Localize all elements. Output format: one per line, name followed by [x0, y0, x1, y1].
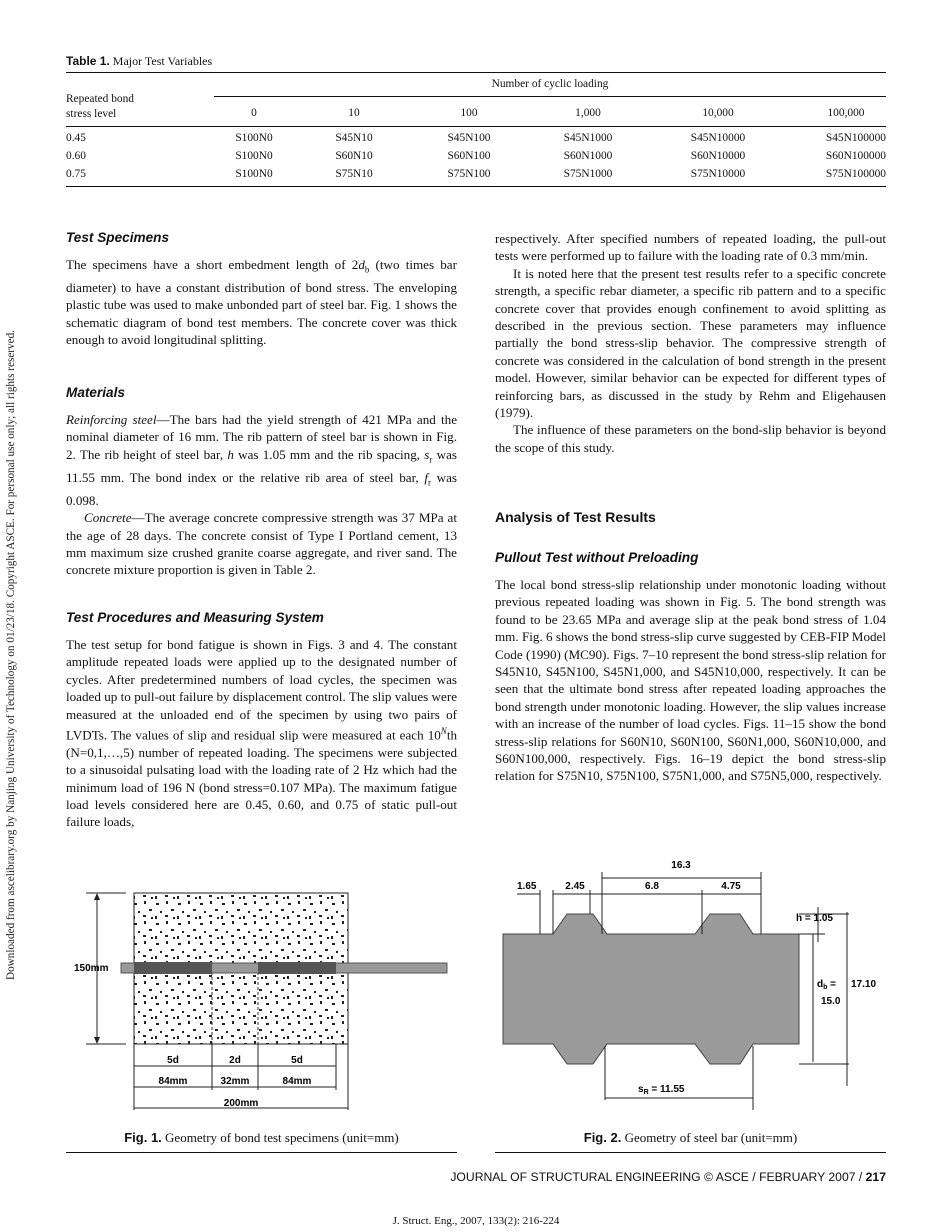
table-cell: S60N10000: [690, 150, 746, 162]
fig1-seg2-top: 2d: [229, 1055, 241, 1066]
specimens-text: The specimens have a short embedment length of $2d_b$ (two times bar diameter) to have a constant distribution of bond stress. The enveloping plastic tube was used to make unbonded part of steel bar. Fig. 1 shows the schematic diagram of bond test members. The concrete cover was thick enough to avoid longitudinal splitting.: [66, 257, 457, 348]
noted-text: It is noted here that the present test results refer to a specific concrete strength, a specific rebar diameter, a specific rib pattern and to a specific concrete cover that provides enough confinement to avoid splitting as described in the previous section. These parameters may influence partially the bond stress-slip behavior. The compressive strength of concrete was considered in the calculation of bond strength in the present model. However, similar behavior can be expected for different types of reinforcing bars, as discussed in the study by Rehm and Eligehausen (1979).: [495, 265, 886, 421]
table-column-header: 100,000: [827, 107, 865, 119]
heading-pullout: Pullout Test without Preloading: [495, 550, 699, 565]
table-cell: S45N100: [447, 132, 491, 144]
table-cell: S60N100: [447, 150, 491, 162]
table-cell: 0.60: [66, 150, 86, 162]
concrete-label: Concrete: [84, 510, 132, 526]
plastic-tube-right: [258, 962, 336, 974]
fig2-top-total: 16.3: [671, 860, 691, 871]
fig2-d2: 2.45: [565, 881, 585, 892]
fig1-caption-text: Geometry of bond test specimens (unit=mm): [165, 1130, 399, 1145]
fig1-seg1-top: 5d: [167, 1055, 179, 1066]
fig2-db-value: 15.0: [821, 996, 841, 1007]
procedures-text: The test setup for bond fatigue is shown in Figs. 3 and 4. The constant amplitude repeated loads were applied up to the designated number of cycles. After predetermined numbers of load cycles, the specimen was loaded up to pull-out failure by displacement control. The slip values were measured at the unloaded end of the specimen by using two pairs of LVDTs. The values of slip and residual slip were measured at each $10^Nth$ (N=0,1,…,5) number of repeated loading. The specimens were subjected to a sinusoidal pulsating load with the loading rate of 2 Hz which had the minimum load of 196 N (bond stress=0.107 MPa). The maximum fatigue load levels considered here are 0.45, 0.60, and 0.75 of static pull-out failure loads,: [66, 637, 457, 830]
fig1-height-label: 150mm: [74, 963, 109, 974]
fig2-h-label: h = 1.05: [796, 913, 833, 924]
table-caption: [66, 54, 212, 69]
table-title: Major Test Variables: [112, 54, 213, 68]
table-column-header: 10: [348, 107, 360, 119]
fig2-d4: 4.75: [721, 881, 741, 892]
figure-1-drawing: [66, 880, 457, 1120]
table-column-header: 1,000: [575, 107, 601, 119]
table-1: [66, 72, 886, 188]
fig2-d1: 1.65: [517, 881, 537, 892]
paragraph-pullout: [495, 576, 886, 785]
fig1-label: Fig. 1.: [124, 1130, 162, 1145]
table-cell: S45N100000: [825, 132, 886, 144]
table-cell: S45N1000: [563, 132, 613, 144]
table-cell: S75N100000: [825, 168, 886, 180]
figure-2-drawing: [495, 852, 886, 1122]
paragraph-specimens: [66, 256, 457, 349]
heading-test-specimens: Test Specimens: [66, 230, 170, 245]
pullout-text: The local bond stress-slip relationship under monotonic loading without previous repeated loading was shown in Fig. 5. The bond strength was found to be 23.65 MPa and average slip at the peak bond stress of 1.04 mm. Fig. 6 shows the bond stress-slip curve suggested by CEB-FIP Model Code (1990) (MC90). Figs. 7–10 represent the bond stress-slip relation for S45N10, S45N100, S45N1,000, and S45N10,000, respectively. It can be seen that the ultimate bond stress after repeated loading approaches the bond strength under monotonic loading. However, the slip values increase with an increase of the number of load cycles. Figs. 11–15 show the bond stress-slip relations for S60N10, S60N100, S60N1,000, S60N10,000, and S60N100,000, respectively. Figs. 16–19 depict the bond stress-slip relation for S75N10, S75N100, S75N1,000, and S75N5,000, respectively.: [495, 577, 886, 784]
table-cell: S60N100000: [825, 150, 886, 162]
fig2-d3: 6.8: [645, 881, 659, 892]
continued-text: respectively. After specified numbers of repeated loading, the pull-out tests were performed up to failure with the loading rate of 0.3 mm/min.: [495, 231, 886, 264]
side-copyright-note: [2, 250, 22, 980]
fig2-overall: 17.10: [851, 979, 877, 990]
fig2-rule: [495, 1152, 886, 1153]
row-header-line2: stress level: [66, 108, 117, 120]
row-header-line1: Repeated bond: [66, 93, 135, 105]
fig1-seg3-top: 5d: [291, 1055, 303, 1066]
table-cell: S100N0: [235, 132, 273, 144]
fig2-caption-text: Geometry of steel bar (unit=mm): [624, 1130, 798, 1145]
journal-footer: [436, 1170, 886, 1184]
table-cell: S75N100: [447, 168, 491, 180]
table-cell: S60N1000: [563, 150, 613, 162]
table-cell: S100N0: [235, 150, 273, 162]
table-cell: 0.75: [66, 168, 86, 180]
figure-2-caption: [495, 1130, 886, 1146]
steel-label: Reinforcing steel: [66, 412, 157, 427]
fig2-db-label: $d_b$ =: [817, 979, 837, 991]
fig1-rule: [66, 1152, 457, 1153]
steel-bar-profile: [503, 914, 799, 1064]
paragraph-procedures: [66, 636, 457, 831]
citation-line: J. Struct. Eng., 2007, 133(2): 216-224: [392, 1215, 560, 1227]
table-row-header: [66, 92, 134, 122]
table-cell: S75N10: [335, 168, 373, 180]
table-row: [66, 168, 886, 186]
table-cell: S75N10000: [690, 168, 746, 180]
fig1-seg1-mm: 84mm: [158, 1076, 188, 1087]
fig2-label: Fig. 2.: [583, 1130, 622, 1145]
heading-test-procedures: Test Procedures and Measuring System: [66, 610, 324, 625]
page-number: 217: [865, 1170, 886, 1184]
paragraph-right-top: [495, 230, 886, 456]
concrete-text: —The average concrete compressive strength was 37 MPa at the age of 28 days. The concrete consist of Type I Portland cement, 13 mm maximum size crushed granite coarse aggregate, and river sand. The concrete mixture proportion is given in Table 2.: [66, 510, 457, 578]
table-cell: S75N1000: [563, 168, 613, 180]
influence-text: The influence of these parameters on the bond-slip behavior is beyond the scope of this study.: [495, 422, 886, 455]
plastic-tube-left: [134, 962, 212, 974]
table-group-header: Number of cyclic loading: [491, 78, 609, 90]
table-column-header: 0: [251, 107, 257, 119]
table-cell: 0.45: [66, 132, 86, 144]
fig2-sr-label: $s_R = 11.55$: [638, 1084, 685, 1096]
table-column-header: 10,000: [702, 107, 734, 119]
fig1-total: 200mm: [223, 1098, 259, 1109]
heading-materials: Materials: [66, 385, 125, 400]
journal-line: JOURNAL OF STRUCTURAL ENGINEERING © ASCE / FEBRUARY 2007 /: [450, 1170, 866, 1184]
figure-1-caption: [66, 1130, 457, 1146]
fig1-seg2-mm: 32mm: [220, 1076, 250, 1087]
heading-analysis: Analysis of Test Results: [495, 509, 656, 525]
table-cell: S45N10: [335, 132, 373, 144]
table-cell: S45N10000: [690, 132, 746, 144]
fig1-seg3-mm: 84mm: [282, 1076, 312, 1087]
table-cell: S100N0: [235, 168, 273, 180]
table-column-header: 100: [460, 107, 478, 119]
table-label: Table 1.: [66, 54, 110, 68]
table-row: [66, 132, 886, 150]
table-row: [66, 150, 886, 168]
steel-text: —The bars had the yield strength of 421 MPa and the nominal diameter of 16 mm. The rib pattern of steel bar is shown in Fig. 2. The rib height of steel bar, h was 1.05 mm and the rib spacing, $s_r$ was 11.55 mm. The bond index or the relative rib area of steel bar, $f_r$ was 0.098.: [66, 412, 458, 508]
paragraph-materials: [66, 411, 457, 579]
side-note-text: Downloaded from ascelibrary.org by Nanjing University of Technology on 01/23/18. Copyright ASCE. For personal use only; all rights reserved.: [5, 330, 17, 980]
table-cell: S60N10: [335, 150, 373, 162]
